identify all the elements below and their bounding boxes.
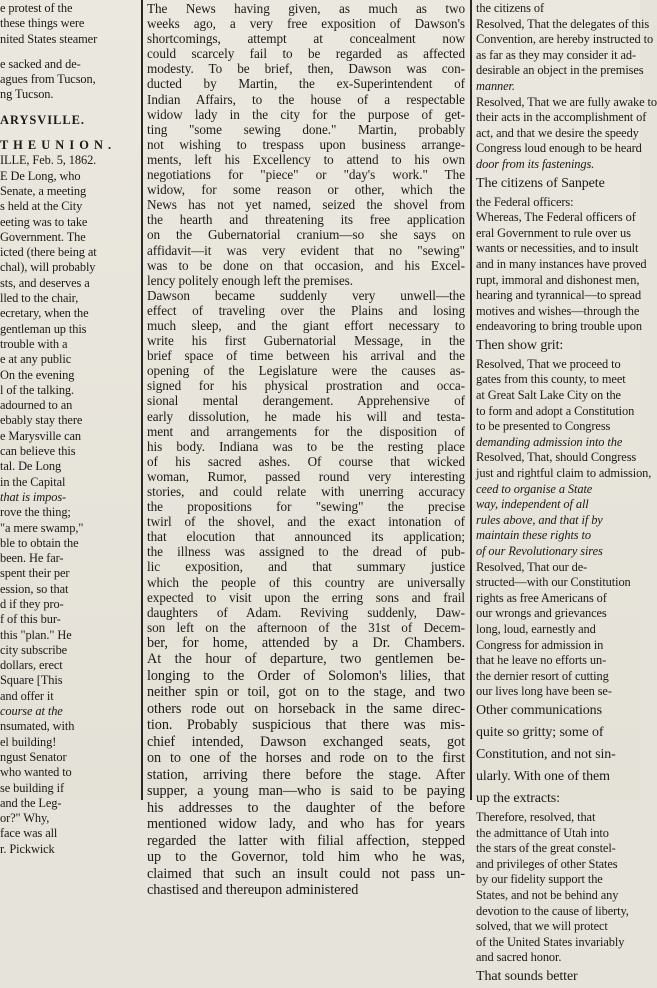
middle-column-text [147, 1, 465, 899]
text-line: claimed that such an insult could not pass un- [147, 865, 465, 882]
text-line: his addresses to the daughter of the before [147, 799, 465, 816]
text-line: ducted by Martin, the ex-Superintendent of [147, 76, 465, 92]
text-line: was to be done on that occasion, and his Excel- [147, 257, 465, 273]
text-line: to form and adopt a Constitution [476, 403, 635, 418]
text-line: ceed to organise a State [476, 481, 593, 496]
text-line: the illness was assigned to the dread of pub- [147, 544, 465, 560]
text-line: not wishing to trespass upon business arrange- [147, 136, 465, 152]
text-line: That sounds better [476, 968, 578, 984]
text-line: spent their per [0, 566, 70, 581]
text-line: city subscribe [0, 642, 68, 657]
text-line: Resolved, That our de- [476, 559, 588, 574]
text-line: his body. Indiana was to be the resting place [147, 438, 465, 454]
text-line [0, 128, 137, 138]
text-line: f of this bur- [0, 612, 61, 627]
text-line: this "plan." He [0, 627, 72, 642]
text-line: ecretary, when the [0, 306, 89, 321]
text-line: early dissolution, he made his will and testa- [147, 408, 465, 424]
text-line: modesty. To be brief, then, Dawson was con- [147, 61, 465, 77]
text-line: the citizens of [476, 1, 544, 15]
text-line: of his sacred ashes. Of course that wicked [147, 453, 465, 469]
text-line: The citizens of Sanpete [476, 175, 605, 191]
text-line: endeavoring to bring trouble upon [476, 319, 643, 334]
text-line: rupt, immoral and dishonest men, [476, 272, 640, 287]
text-line: Indian Affairs, to the house of a respectable [147, 91, 465, 107]
text-line: the propositions for "sewing" the precise [147, 499, 465, 515]
text-line: solved, that we will protect [476, 919, 608, 934]
text-line: "a mere swamp," [0, 520, 84, 535]
text-line: quite so gritty; some of [476, 724, 604, 740]
text-line: chal), will probably [0, 260, 96, 275]
text-line: the dernier resort of cutting [476, 668, 609, 683]
text-line: of the United States invariably [476, 934, 625, 949]
text-line: ting "some sewing done." Martin, probably [147, 121, 465, 137]
text-line: Resolved, That the delegates of this [476, 16, 650, 31]
text-line: ebably stay there [0, 413, 83, 428]
text-line: regarded the latter with filial affection, stepped [147, 832, 465, 849]
text-line: T H E U N I O N . [0, 138, 113, 153]
text-line: chastised and thereupon administered [147, 882, 359, 899]
text-line: agues from Tucson, [0, 72, 96, 87]
text-line: Then show grit: [476, 337, 564, 353]
text-line: gentleman up this [0, 321, 87, 336]
text-line: nsumated, with [0, 719, 75, 734]
text-line: e sacked and de- [0, 56, 81, 71]
text-line: hearing and tyrannical—to spread [476, 288, 642, 303]
text-line: and in many instances have proved [476, 256, 647, 271]
text-line: tion. Probably suspicious that there was mis- [147, 717, 465, 734]
text-line: who wanted to [0, 765, 72, 780]
text-line: can believe this [0, 444, 76, 459]
text-line: negotiations for "piece" or "day's work." The [147, 167, 465, 183]
text-line: icted (there being at [0, 245, 97, 260]
text-line: or?" Why, [0, 811, 50, 826]
text-line: trouble with a [0, 336, 68, 351]
text-line: affidavit—it was very evident that no "sewing" [147, 242, 465, 258]
text-line: of our Revolutionary sires [476, 544, 603, 558]
text-line: motives and wishes—through the [476, 303, 640, 318]
text-line: and sacred honor. [476, 950, 562, 965]
text-line: effect of traveling over the Plains and losing [147, 302, 465, 318]
text-line: which the people of this country are universally [147, 574, 465, 590]
text-line: rove the thing; [0, 505, 71, 520]
text-line: to be presented to Congress [476, 419, 611, 434]
text-line: shortcomings, attempt at concealment now [147, 31, 465, 47]
text-line: opening of the Legislature were the causes as- [147, 363, 465, 379]
text-line: Resolved, That we proceed to [476, 356, 621, 371]
column-divider [470, 0, 472, 800]
text-line: tal. De Long [0, 459, 62, 474]
text-line: been. He far- [0, 551, 64, 566]
text-line: at Great Salt Lake City on the [476, 388, 621, 403]
middle-column [147, 0, 465, 899]
text-line: act, and that we desire the speedy [476, 125, 639, 140]
text-line: and offer it [0, 688, 54, 703]
text-line: e Marysville can [0, 428, 81, 443]
right-column [476, 0, 657, 984]
text-line: Other communications [476, 702, 602, 718]
text-line: our lives long have been se- [476, 684, 612, 699]
text-line: Constitution, and not sin- [476, 746, 616, 762]
text-line: just and rightful claim to admission, [476, 466, 652, 481]
text-line: supper, a young man—who is said to be paying [147, 783, 465, 800]
text-line: Whereas, The Federal officers of [476, 210, 636, 225]
text-line: twirl of the shovel, and the exact intonation of [147, 514, 465, 530]
left-column [0, 0, 137, 856]
text-line: rights as free Americans of [476, 590, 607, 605]
text-line: and privileges of other States [476, 856, 618, 871]
text-line: neither spin or toil, got on to the stage, and two [147, 684, 465, 701]
text-line: up to the Governor, told him who he was, [147, 849, 465, 866]
text-line: as far as they may consider it ad- [476, 47, 637, 62]
text-line: On the evening [0, 367, 75, 382]
text-line: dollars, erect [0, 658, 63, 673]
text-line: Congress loud enough to be heard [476, 141, 642, 156]
text-line: nited States steamer [0, 31, 98, 46]
text-line: weeks ago, a very free exposition of Dawson's [147, 16, 465, 32]
text-line [0, 103, 137, 113]
text-line: l of the talking. [0, 382, 75, 397]
text-line: maintain these rights to [476, 528, 591, 543]
text-line [0, 47, 137, 57]
text-line: ILLE, Feb. 5, 1862. [0, 153, 97, 168]
text-line: e at any public [0, 352, 72, 367]
text-line: the Federal officers: [476, 194, 574, 209]
text-line: manner. [476, 78, 515, 93]
text-line: ng Tucson. [0, 87, 54, 102]
text-line: the admittance of Utah into [476, 825, 609, 840]
text-line: ment and arrangements for the disposition of [147, 423, 465, 439]
text-line: Resolved, That we are fully awake to [476, 94, 657, 109]
text-line: in the Capital [0, 474, 66, 489]
text-line: way, independent of all [476, 497, 589, 512]
text-line: sional mental derangement. Apprehensive of [147, 393, 465, 409]
text-line: eeting was to take [0, 214, 88, 229]
text-line: by our fidelity support the [476, 872, 603, 887]
text-line: write his first Gubernatorial Message, in the [147, 333, 465, 349]
text-line: eral Government to rule over us [476, 225, 631, 240]
text-line: gates from this county, to meet [476, 372, 626, 387]
text-line: on the Gubernatorial cranium—so she says on [147, 227, 465, 243]
text-line: longing to the Order of Solomon's lilies, that [147, 667, 465, 684]
text-line: Therefore, resolved, that [476, 809, 596, 824]
text-line: brief space of time between his arrival and the [147, 348, 465, 364]
text-line: that he leave no efforts un- [476, 653, 607, 668]
text-line: Congress for admission in [476, 637, 604, 652]
text-line: long, loud, earnestly and [476, 621, 596, 636]
text-line: rules above, and that if by [476, 512, 603, 527]
text-line: ularly. With one of them [476, 768, 610, 784]
text-line: could scarcely fail to be regarded as affected [147, 46, 465, 62]
text-line: ber, for home, attended by a Dr. Chambers. [147, 634, 465, 651]
text-line: se building if [0, 780, 64, 795]
text-line: our wrongs and grievances [476, 606, 607, 621]
text-line: devotion to the cause of liberty, [476, 903, 629, 918]
text-line: woman, Rumor, passed round very interesting [147, 468, 465, 484]
text-line: Senate, a meeting [0, 183, 87, 198]
text-line: ble to obtain the [0, 535, 79, 550]
text-line: lled to the chair, [0, 291, 79, 306]
text-line: face was all [0, 826, 58, 841]
text-line: much sleep, and the giant effort necessary to [147, 317, 465, 333]
text-line: course at the [0, 704, 63, 719]
text-line: the hearth and threatening its free application [147, 212, 465, 228]
text-line: The News having given, as much as two [147, 1, 465, 16]
text-line: ARYSVILLE. [0, 112, 85, 127]
text-line: ments, left his Excellency to attend to his own [147, 151, 465, 167]
text-line: At the hour of departure, two gentlemen be- [147, 651, 465, 668]
text-line: Dawson became suddenly very unwell—the [147, 287, 465, 303]
text-line: Square [This [0, 673, 63, 688]
text-line: son left on the afternoon of the 31st of Decem- [147, 619, 465, 635]
text-line: lency politely enough left the premises. [147, 272, 354, 288]
text-line: adourned to an [0, 398, 73, 413]
text-line: these things were [0, 16, 85, 31]
text-line: ession, so that [0, 581, 69, 596]
text-line: their acts in the accomplishment of [476, 110, 647, 125]
text-line: signed for his physical prostration and occa- [147, 378, 465, 394]
text-line: wants or necessities, and to insult [476, 241, 639, 256]
text-line: chief intended, Dawson exchanged seats, got [147, 733, 465, 750]
text-line: e protest of the [0, 1, 73, 15]
text-line: structed—with our Constitution [476, 575, 631, 590]
text-line: News has not yet named, seized the shovel from [147, 197, 465, 213]
text-line: the stars of the great constel- [476, 841, 616, 856]
text-line: lic exposition, and that summary justice [147, 559, 465, 575]
left-column-text [0, 1, 137, 857]
text-line: on to one of the horses and rode on to the first [147, 750, 465, 767]
right-column-text [476, 1, 657, 988]
text-line: ngust Senator [0, 749, 67, 764]
text-line: Resolved, That, should Congress [476, 450, 637, 465]
text-line: E De Long, who [0, 168, 81, 183]
text-line: r. Pickwick [0, 841, 55, 856]
text-line: widow lady in the city for the purpose of get- [147, 106, 465, 122]
text-line: stories, and could relate with unerring accuracy [147, 484, 465, 499]
text-line: States, and not be behind any [476, 887, 619, 902]
text-line: station, arriving there before the stage. After [147, 766, 465, 783]
text-line: daughters of Adam. Reviving suddenly, Daw- [147, 604, 465, 620]
text-line: Convention, are hereby instructed to [476, 32, 654, 47]
text-line: mentioned widow lady, and who has for years [147, 816, 465, 833]
text-line: sts, and deserves a [0, 275, 90, 290]
text-line: that elocution that announced its application; [147, 529, 465, 545]
text-line: demanding admission into the [476, 434, 623, 449]
text-line: others rode out on horseback in the same direc- [147, 700, 465, 717]
text-line: expected to visit upon the erring sons and frail [147, 589, 465, 605]
text-line: s held at the City [0, 199, 83, 214]
column-divider [141, 0, 143, 800]
text-line: desirable an object in the premises [476, 63, 644, 78]
text-line: widow, for some reason or other, which the [147, 182, 465, 198]
text-line: and the Leg- [0, 795, 62, 810]
text-line: up the extracts: [476, 790, 560, 806]
text-line: Government. The [0, 229, 86, 244]
text-line: that is impos- [0, 489, 67, 504]
text-line: el building! [0, 734, 57, 749]
text-line: door from its fastenings. [476, 156, 595, 171]
text-line: d if they pro- [0, 596, 64, 611]
